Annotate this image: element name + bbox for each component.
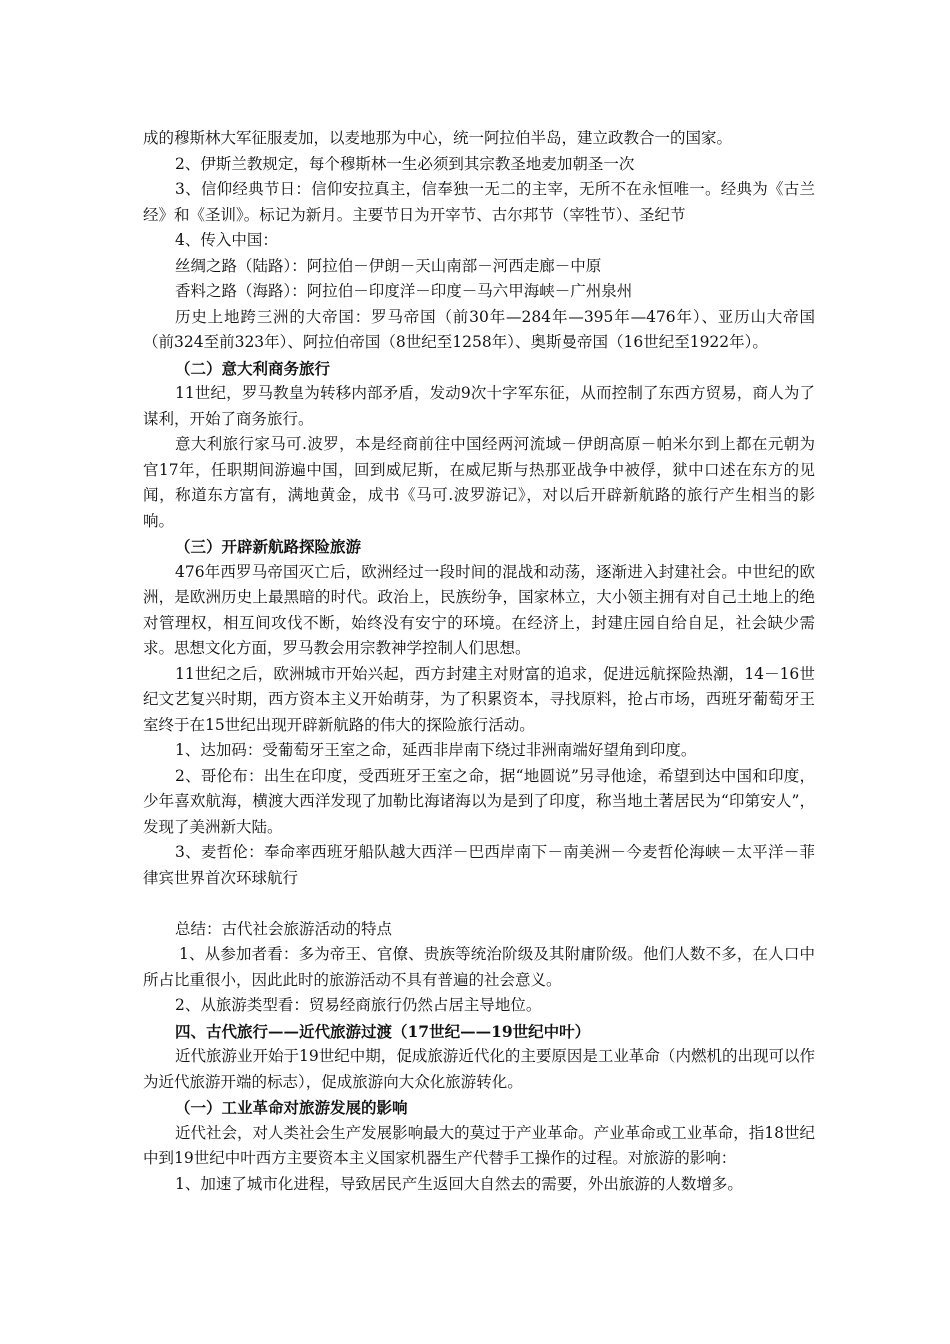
paragraph-industrial-revolution: 近代社会，对人类社会生产发展影响最大的莫过于产业革命。产业革命或工业革命，指18世纪中到19世纪中叶西方主要资本主义国家机器生产代替手工操作的过程。对旅游的影响： xyxy=(143,1123,815,1167)
paragraph-modern-tourism-origin: 近代旅游业开始于19世纪中期，促成旅游近代化的主要原因是工业革命（内燃机的出现可以作为近代旅游开端的标志），促成旅游向大众化旅游转化。 xyxy=(143,1047,815,1091)
paragraph-medieval-europe: 476年西罗马帝国灭亡后，欧洲经过一段时间的混战和动荡，逐渐进入封建社会。中世纪的欧洲，是欧洲历史上最黑暗的时代。政治上，民族纷争，国家林立，大小领主拥有对自己土地上的绝对管理权，相互间攻伐不断，始终没有安宁的环境。在经济上，封建庄园自给自足，社会缺少需求。思想文化方面，罗马教会用宗教神学控制人们思想。 xyxy=(143,562,815,657)
paragraph-pilgrimage: 2、伊斯兰教规定，每个穆斯林一生必须到其宗教圣地麦加朝圣一次 xyxy=(175,154,635,173)
paragraph-arab-unification: 成的穆斯林大军征服麦加，以麦地那为中心，统一阿拉伯半岛，建立政教合一的国家。 xyxy=(143,129,733,147)
paragraph-urbanization: 1、加速了城市化进程，导致居民产生返回大自然去的需要，外出旅游的人数增多。 xyxy=(175,1174,743,1193)
paragraph-three-continent-empires: 历史上地跨三洲的大帝国：罗马帝国（前30年—284年—395年—476年）、亚历山大帝国（前324至前323年）、阿拉伯帝国（8世纪至1258年）、奥斯曼帝国（16世纪至1922年）。 xyxy=(143,307,815,351)
paragraph-columbus: 2、哥伦布：出生在印度，受西班牙王室之命，据“地圆说”另寻他途，希望到达中国和印度，少年喜欢航海，横渡大西洋发现了加勒比海诸海以为是到了印度，称当地土著居民为“印第安人”，发现了美洲新大陆。 xyxy=(143,766,815,836)
paragraph-renaissance-exploration: 11世纪之后，欧洲城市开始兴起，西方封建主对财富的追求，促进远航探险热潮，14－16世纪文艺复兴时期，西方资本主义开始萌芽，为了积累资本，寻找原料，抢占市场，西班牙葡萄牙王室终于在15世纪出现开辟新航路的伟大的探险旅行活动。 xyxy=(143,664,815,734)
paragraph-summary-participants: 1、从参加者看：多为帝王、官僚、贵族等统治阶级及其附庸阶级。他们人数不多，在人口中所占比重很小，因此此时的旅游活动不具有普遍的社会意义。 xyxy=(143,945,815,989)
paragraph-summary-title: 总结：古代社会旅游活动的特点 xyxy=(175,919,393,938)
paragraph-crusades: 11世纪，罗马教皇为转移内部矛盾，发动9次十字军东征，从而控制了东西方贸易，商人为了谋利，开始了商务旅行。 xyxy=(143,384,815,428)
paragraph-spice-road: 香料之路（海路）：阿拉伯－印度洋－印度－马六甲海峡－广州泉州 xyxy=(175,282,633,300)
document-page xyxy=(143,126,815,1197)
section-heading-italian-business-travel: （二）意大利商务旅行 xyxy=(175,358,331,378)
paragraph-magellan: 3、麦哲伦：奉命率西班牙船队越大西洋－巴西岸南下－南美洲－今麦哲伦海峡－太平洋－菲律宾世界首次环球航行 xyxy=(143,843,815,887)
section-heading-new-sea-routes: （三）开辟新航路探险旅游 xyxy=(175,537,362,556)
paragraph-da-gama: 1、达加码：受葡萄牙王室之命，延西非岸南下绕过非洲南端好望角到印度。 xyxy=(175,741,697,759)
paragraph-beliefs-festivals: 3、信仰经典节日：信仰安拉真主，信奉独一无二的主宰，无所不在永恒唯一。经典为《古兰经》和《圣训》。标记为新月。主要节日为开宰节、古尔邦节（宰牲节）、圣纪节 xyxy=(143,180,815,224)
blank-line xyxy=(143,891,815,917)
paragraph-summary-travel-type: 2、从旅游类型看：贸易经商旅行仍然占居主导地位。 xyxy=(175,996,542,1014)
paragraph-marco-polo: 意大利旅行家马可.波罗，本是经商前往中国经两河流域－伊朗高原－帕米尔到上都在元朝为官17年，任职期间游遍中国，回到威尼斯，在威尼斯与热那亚战争中被俘，狱中口述在东方的见闻，称道东方富有，满地黄金，成书《马可.波罗游记》，对以后开辟新航路的旅行产生相当的影响。 xyxy=(143,435,815,530)
section-heading-transition-period: 四、古代旅行——近代旅游过渡（17世纪——19世纪中叶） xyxy=(175,1021,591,1041)
paragraph-silk-road: 丝绸之路（陆路）：阿拉伯－伊朗－天山南部－河西走廊－中原 xyxy=(175,256,602,275)
section-heading-industrial-revolution: （一）工业革命对旅游发展的影响 xyxy=(175,1098,408,1117)
paragraph-spread-to-china: 4、传入中国： xyxy=(175,231,278,249)
